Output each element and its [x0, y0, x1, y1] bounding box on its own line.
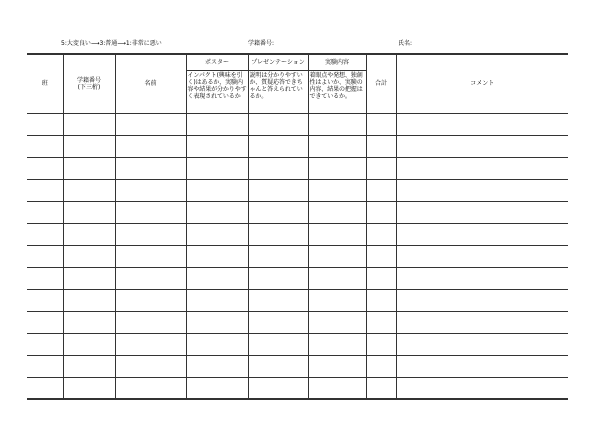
name-cell[interactable]: [115, 377, 186, 399]
experiment-score-cell[interactable]: [308, 267, 366, 289]
poster-score-cell[interactable]: [186, 289, 248, 311]
name-cell[interactable]: [115, 311, 186, 333]
experiment-score-cell[interactable]: [308, 179, 366, 201]
total-cell[interactable]: [366, 179, 396, 201]
student-number-cell[interactable]: [63, 311, 115, 333]
poster-score-cell[interactable]: [186, 135, 248, 157]
student-number-label: 学籍番号:: [248, 40, 275, 47]
experiment-score-cell[interactable]: [308, 311, 366, 333]
table-row: [27, 377, 568, 399]
name-label: 氏名:: [398, 40, 413, 47]
comment-cell[interactable]: [396, 245, 568, 267]
presentation-score-cell[interactable]: [248, 311, 308, 333]
name-column-header: 名前: [115, 54, 186, 113]
presentation-score-cell[interactable]: [248, 223, 308, 245]
poster-score-cell[interactable]: [186, 377, 248, 399]
experiment-score-cell[interactable]: [308, 333, 366, 355]
total-cell[interactable]: [366, 245, 396, 267]
presentation-criteria: 説明は分かりやすいか、質疑応答できちゃんと答えられているか。: [248, 70, 308, 113]
comment-cell[interactable]: [396, 223, 568, 245]
poster-score-cell[interactable]: [186, 113, 248, 135]
experiment-score-cell[interactable]: [308, 289, 366, 311]
name-cell[interactable]: [115, 113, 186, 135]
experiment-score-cell[interactable]: [308, 113, 366, 135]
table-row: [27, 333, 568, 355]
name-cell[interactable]: [115, 355, 186, 377]
class-cell[interactable]: [27, 201, 63, 223]
total-cell[interactable]: [366, 135, 396, 157]
student-number-cell[interactable]: [63, 377, 115, 399]
comment-cell[interactable]: [396, 157, 568, 179]
total-column-header: 合計: [366, 54, 396, 113]
experiment-score-cell[interactable]: [308, 157, 366, 179]
class-cell[interactable]: [27, 267, 63, 289]
table-row: [27, 157, 568, 179]
presentation-score-cell[interactable]: [248, 355, 308, 377]
name-cell[interactable]: [115, 179, 186, 201]
presentation-group-header: プレゼンテーション: [248, 54, 308, 70]
total-cell[interactable]: [366, 157, 396, 179]
student-number-cell[interactable]: [63, 135, 115, 157]
total-cell[interactable]: [366, 201, 396, 223]
comment-cell[interactable]: [396, 289, 568, 311]
presentation-score-cell[interactable]: [248, 135, 308, 157]
poster-score-cell[interactable]: [186, 355, 248, 377]
class-column-header: 班: [27, 54, 63, 113]
comment-cell[interactable]: [396, 355, 568, 377]
name-cell[interactable]: [115, 267, 186, 289]
evaluation-table: [27, 53, 568, 400]
class-cell[interactable]: [27, 245, 63, 267]
comment-cell[interactable]: [396, 333, 568, 355]
name-cell[interactable]: [115, 223, 186, 245]
comment-cell[interactable]: [396, 179, 568, 201]
scale-legend: 5:大変良い⟶3:普通⟶1:非常に悪い: [61, 40, 162, 47]
student-number-cell[interactable]: [63, 289, 115, 311]
poster-score-cell[interactable]: [186, 311, 248, 333]
poster-score-cell[interactable]: [186, 245, 248, 267]
table-row: [27, 355, 568, 377]
comment-column-header: コメント: [396, 54, 568, 113]
class-cell[interactable]: [27, 135, 63, 157]
poster-score-cell[interactable]: [186, 157, 248, 179]
student-number-header-line2: (下三桁): [77, 83, 101, 91]
presentation-score-cell[interactable]: [248, 201, 308, 223]
class-cell[interactable]: [27, 289, 63, 311]
class-cell[interactable]: [27, 377, 63, 399]
table-row: [27, 267, 568, 289]
name-cell[interactable]: [115, 157, 186, 179]
total-cell[interactable]: [366, 223, 396, 245]
comment-cell[interactable]: [396, 377, 568, 399]
student-number-cell[interactable]: [63, 179, 115, 201]
poster-score-cell[interactable]: [186, 179, 248, 201]
table-row: [27, 311, 568, 333]
class-cell[interactable]: [27, 113, 63, 135]
student-number-cell[interactable]: [63, 157, 115, 179]
table-row: [27, 223, 568, 245]
experiment-score-cell[interactable]: [308, 377, 366, 399]
total-cell[interactable]: [366, 311, 396, 333]
presentation-score-cell[interactable]: [248, 179, 308, 201]
total-cell[interactable]: [366, 355, 396, 377]
table-row: [27, 245, 568, 267]
presentation-score-cell[interactable]: [248, 157, 308, 179]
table-row: [27, 135, 568, 157]
student-number-header-line1: 学籍番号: [76, 76, 101, 84]
class-cell[interactable]: [27, 333, 63, 355]
total-cell[interactable]: [366, 113, 396, 135]
evaluation-sheet: [27, 53, 568, 396]
table-row: [27, 179, 568, 201]
total-cell[interactable]: [366, 333, 396, 355]
comment-cell[interactable]: [396, 201, 568, 223]
comment-cell[interactable]: [396, 135, 568, 157]
presentation-score-cell[interactable]: [248, 267, 308, 289]
experiment-criteria: 着眼点や発想、独創性はよいか、実験の内容、結果の把握はできているか。: [308, 70, 366, 113]
presentation-score-cell[interactable]: [248, 245, 308, 267]
name-cell[interactable]: [115, 201, 186, 223]
experiment-group-header: 実験内容: [308, 54, 366, 70]
poster-group-header: ポスター: [186, 54, 248, 70]
comment-cell[interactable]: [396, 311, 568, 333]
name-cell[interactable]: [115, 135, 186, 157]
student-number-cell[interactable]: [63, 201, 115, 223]
poster-criteria: インパクト(興味を引く)はあるか、実験内容や結果が分かりやすく表現されているか: [186, 70, 248, 113]
table-row: [27, 289, 568, 311]
experiment-score-cell[interactable]: [308, 135, 366, 157]
student-number-cell[interactable]: [63, 113, 115, 135]
class-cell[interactable]: [27, 223, 63, 245]
experiment-score-cell[interactable]: [308, 245, 366, 267]
student-number-column-header: [63, 54, 115, 113]
experiment-score-cell[interactable]: [308, 355, 366, 377]
table-row: [27, 113, 568, 135]
class-cell[interactable]: [27, 355, 63, 377]
name-cell[interactable]: [115, 333, 186, 355]
student-number-cell[interactable]: [63, 333, 115, 355]
presentation-score-cell[interactable]: [248, 333, 308, 355]
comment-cell[interactable]: [396, 267, 568, 289]
presentation-score-cell[interactable]: [248, 113, 308, 135]
student-number-cell[interactable]: [63, 267, 115, 289]
total-cell[interactable]: [366, 289, 396, 311]
poster-score-cell[interactable]: [186, 333, 248, 355]
class-cell[interactable]: [27, 157, 63, 179]
poster-score-cell[interactable]: [186, 267, 248, 289]
student-number-cell[interactable]: [63, 355, 115, 377]
student-number-cell[interactable]: [63, 245, 115, 267]
name-cell[interactable]: [115, 289, 186, 311]
experiment-score-cell[interactable]: [308, 201, 366, 223]
presentation-score-cell[interactable]: [248, 377, 308, 399]
table-row: [27, 201, 568, 223]
total-cell[interactable]: [366, 377, 396, 399]
total-cell[interactable]: [366, 267, 396, 289]
class-cell[interactable]: [27, 311, 63, 333]
class-cell[interactable]: [27, 179, 63, 201]
experiment-score-cell[interactable]: [308, 223, 366, 245]
name-cell[interactable]: [115, 245, 186, 267]
poster-score-cell[interactable]: [186, 201, 248, 223]
comment-cell[interactable]: [396, 113, 568, 135]
student-number-cell[interactable]: [63, 223, 115, 245]
poster-score-cell[interactable]: [186, 223, 248, 245]
presentation-score-cell[interactable]: [248, 289, 308, 311]
